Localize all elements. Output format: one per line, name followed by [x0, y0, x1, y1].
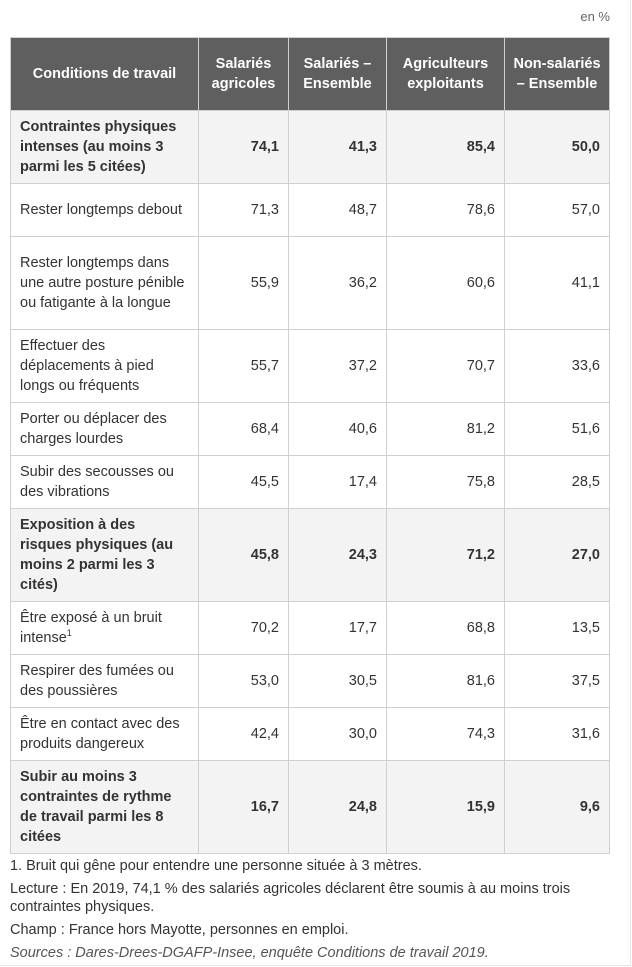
row-value: 24,3 [289, 509, 387, 602]
footnote: 1. Bruit qui gêne pour entendre une personne située à 3 mètres. [10, 858, 422, 874]
row-value: 55,9 [199, 237, 289, 330]
row-value: 9,6 [505, 761, 610, 854]
row-label-text: Contraintes physiques intenses (au moins 3 parmi les 5 citées) [20, 119, 177, 175]
row-value: 71,2 [387, 509, 505, 602]
row-label-text: Respirer des fumées ou des poussières [20, 663, 174, 699]
row-value: 40,6 [289, 403, 387, 456]
row-value: 17,4 [289, 456, 387, 509]
row-value: 48,7 [289, 184, 387, 237]
row-value: 45,8 [199, 509, 289, 602]
table-row [11, 509, 610, 602]
row-value: 28,5 [505, 456, 610, 509]
header-agriculteurs-exploitants: Agriculteurs exploitants [387, 38, 505, 111]
row-value: 74,1 [199, 111, 289, 184]
table-row [11, 403, 610, 456]
row-label [11, 111, 199, 184]
row-label [11, 708, 199, 761]
row-label [11, 456, 199, 509]
row-value: 30,5 [289, 655, 387, 708]
row-value: 68,8 [387, 602, 505, 655]
row-value: 37,2 [289, 330, 387, 403]
row-value: 16,7 [199, 761, 289, 854]
row-label-text: Rester longtemps dans une autre posture pénible ou fatigante à la longue [20, 255, 185, 311]
row-value: 85,4 [387, 111, 505, 184]
row-label-text: Être en contact avec des produits dangereux [20, 716, 180, 752]
row-value: 41,1 [505, 237, 610, 330]
row-label-text: Exposition à des risques physiques (au moins 2 parmi les 3 cités) [20, 517, 174, 593]
header-salaries-ensemble: Salariés – Ensemble [289, 38, 387, 111]
header-non-salaries-ensemble: Non-salariés – Ensemble [505, 38, 610, 111]
row-value: 13,5 [505, 602, 610, 655]
row-value: 78,6 [387, 184, 505, 237]
row-label [11, 403, 199, 456]
table-row [11, 602, 610, 655]
table-notes [10, 857, 610, 967]
row-value: 15,9 [387, 761, 505, 854]
lecture-note: Lecture : En 2019, 74,1 % des salariés agricoles déclarent être soumis à au moins trois contraintes physiques. [10, 881, 571, 915]
table-header-row [11, 38, 610, 111]
row-value: 36,2 [289, 237, 387, 330]
champ-note: Champ : France hors Mayotte, personnes en emploi. [10, 922, 349, 938]
header-salaries-agricoles: Salariés agricoles [199, 38, 289, 111]
row-value: 51,6 [505, 403, 610, 456]
row-label-text: Rester longtemps debout [20, 202, 183, 218]
row-value: 41,3 [289, 111, 387, 184]
row-label [11, 184, 199, 237]
row-value: 42,4 [199, 708, 289, 761]
table-row [11, 456, 610, 509]
row-value: 53,0 [199, 655, 289, 708]
unit-label: en % [580, 9, 610, 24]
row-value: 70,7 [387, 330, 505, 403]
row-value: 33,6 [505, 330, 610, 403]
table-row [11, 111, 610, 184]
row-label [11, 509, 199, 602]
row-value: 60,6 [387, 237, 505, 330]
row-value: 24,8 [289, 761, 387, 854]
row-label-text: Être exposé à un bruit intense [20, 610, 162, 646]
table-row [11, 761, 610, 854]
row-label [11, 330, 199, 403]
table-row [11, 330, 610, 403]
row-value: 45,5 [199, 456, 289, 509]
row-value: 57,0 [505, 184, 610, 237]
row-value: 74,3 [387, 708, 505, 761]
table-row [11, 237, 610, 330]
row-value: 30,0 [289, 708, 387, 761]
row-value: 31,6 [505, 708, 610, 761]
row-label-text: Subir des secousses ou des vibrations [20, 464, 174, 500]
row-label-text: Effectuer des déplacements à pied longs ou fréquents [20, 338, 154, 394]
row-label [11, 237, 199, 330]
table-row [11, 708, 610, 761]
row-value: 17,7 [289, 602, 387, 655]
header-conditions: Conditions de travail [11, 38, 199, 111]
row-label [11, 655, 199, 708]
working-conditions-table [10, 37, 610, 854]
sources-note: Sources : Dares-Drees-DGAFP-Insee, enquête Conditions de travail 2019. [10, 945, 489, 961]
row-value: 50,0 [505, 111, 610, 184]
row-label [11, 602, 199, 655]
row-value: 75,8 [387, 456, 505, 509]
table-row [11, 184, 610, 237]
row-label-text: Porter ou déplacer des charges lourdes [20, 411, 167, 447]
row-value: 55,7 [199, 330, 289, 403]
row-label-text: Subir au moins 3 contraintes de rythme de travail parmi les 8 citées [20, 769, 172, 845]
row-value: 27,0 [505, 509, 610, 602]
row-value: 68,4 [199, 403, 289, 456]
row-value: 81,6 [387, 655, 505, 708]
row-value: 37,5 [505, 655, 610, 708]
row-value: 71,3 [199, 184, 289, 237]
row-label [11, 761, 199, 854]
row-value: 81,2 [387, 403, 505, 456]
row-value: 70,2 [199, 602, 289, 655]
table-row [11, 655, 610, 708]
footnote-marker: 1 [66, 628, 72, 639]
